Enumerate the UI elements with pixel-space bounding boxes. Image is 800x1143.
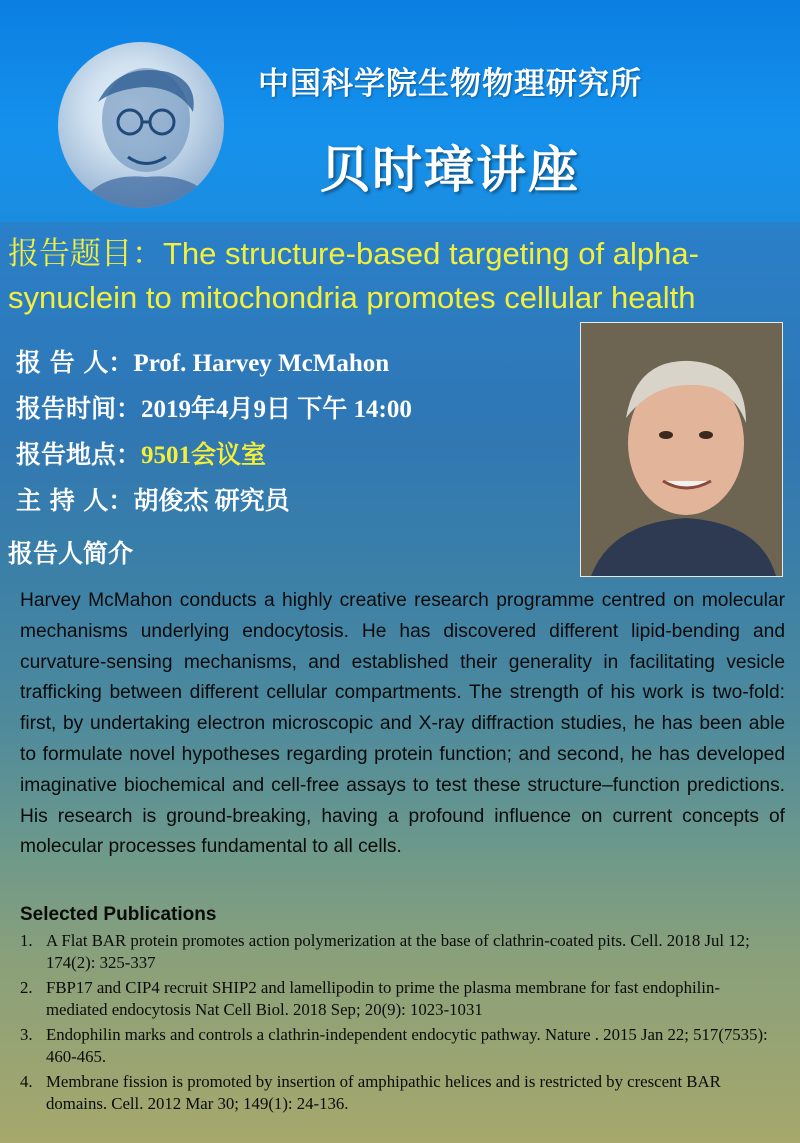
host-row [16, 481, 290, 517]
publication-number: 4. [20, 1072, 33, 1091]
publication-item [20, 1024, 780, 1068]
talk-title-label: 报告题目： [8, 236, 163, 272]
place-label: 报告地点： [16, 440, 142, 469]
lecture-series-title: 贝时璋讲座 [320, 141, 580, 199]
publication-text: A Flat BAR protein promotes action polymerization at the base of clathrin-coated pits. Cell. 2018 Jul 12; 174(2): 325-337 [46, 931, 750, 972]
speaker-value: Prof. Harvey McMahon [133, 350, 390, 377]
talk-title [8, 232, 798, 320]
publication-text: Membrane fission is promoted by insertion of amphipathic helices and is restricted by crescent BAR domains. Cell. 2012 Mar 30; 149(1): 24-136. [46, 1072, 721, 1113]
publications-heading: Selected Publications [20, 904, 217, 925]
talk-title-line1: The structure-based targeting of alpha- [163, 236, 699, 271]
time-value: 2019年4月9日 下午 14:00 [141, 396, 412, 423]
time-row [16, 389, 412, 425]
speaker-row [16, 343, 389, 379]
time-label: 报告时间： [16, 394, 142, 423]
talk-title-line2: synuclein to mitochondria promotes cellular health [8, 280, 696, 315]
place-row [16, 435, 266, 471]
speaker-label: 报 告 人： [16, 348, 134, 377]
publications-list [20, 930, 780, 1118]
host-value: 胡俊杰 研究员 [133, 488, 290, 515]
publication-item [20, 1071, 780, 1115]
publication-number: 2. [20, 978, 33, 997]
host-label: 主 持 人： [16, 486, 134, 515]
publication-number: 1. [20, 931, 33, 950]
publication-number: 3. [20, 1025, 33, 1044]
institute-name: 中国科学院生物物理研究所 [258, 66, 642, 102]
publication-text: Endophilin marks and controls a clathrin-independent endocytic pathway. Nature . 2015 Jan 22; 517(7535): 460-465. [46, 1025, 768, 1066]
bio-text: Harvey McMahon conducts a highly creative research programme centred on molecular mechanisms underlying endocytosis. He has discovered different lipid-bending and curvature-sensing mechanisms, and established their generality in facilitating vesicle trafficking between different cellular compartments. The strength of his work is two-fold: first, by undertaking electron microscopic and X-ray diffraction studies, he has been able to formulate novel hypotheses regarding protein function; and second, he has developed imaginative biochemical and cell-free assays to test these structure–function predictions. His research is ground-breaking, having a profound influence on current concepts of molecular processes fundamental to all cells. [20, 590, 785, 858]
publication-item [20, 977, 780, 1021]
founder-portrait-image [58, 42, 224, 208]
place-value: 9501会议室 [141, 442, 267, 469]
speaker-photo [580, 322, 783, 577]
publication-item [20, 930, 780, 974]
publication-text: FBP17 and CIP4 recruit SHIP2 and lamellipodin to prime the plasma membrane for fast endophilin-mediated endocytosis Nat Cell Biol. 2018 Sep; 20(9): 1023-1031 [46, 978, 720, 1019]
bio-heading: 报告人简介 [8, 539, 134, 568]
